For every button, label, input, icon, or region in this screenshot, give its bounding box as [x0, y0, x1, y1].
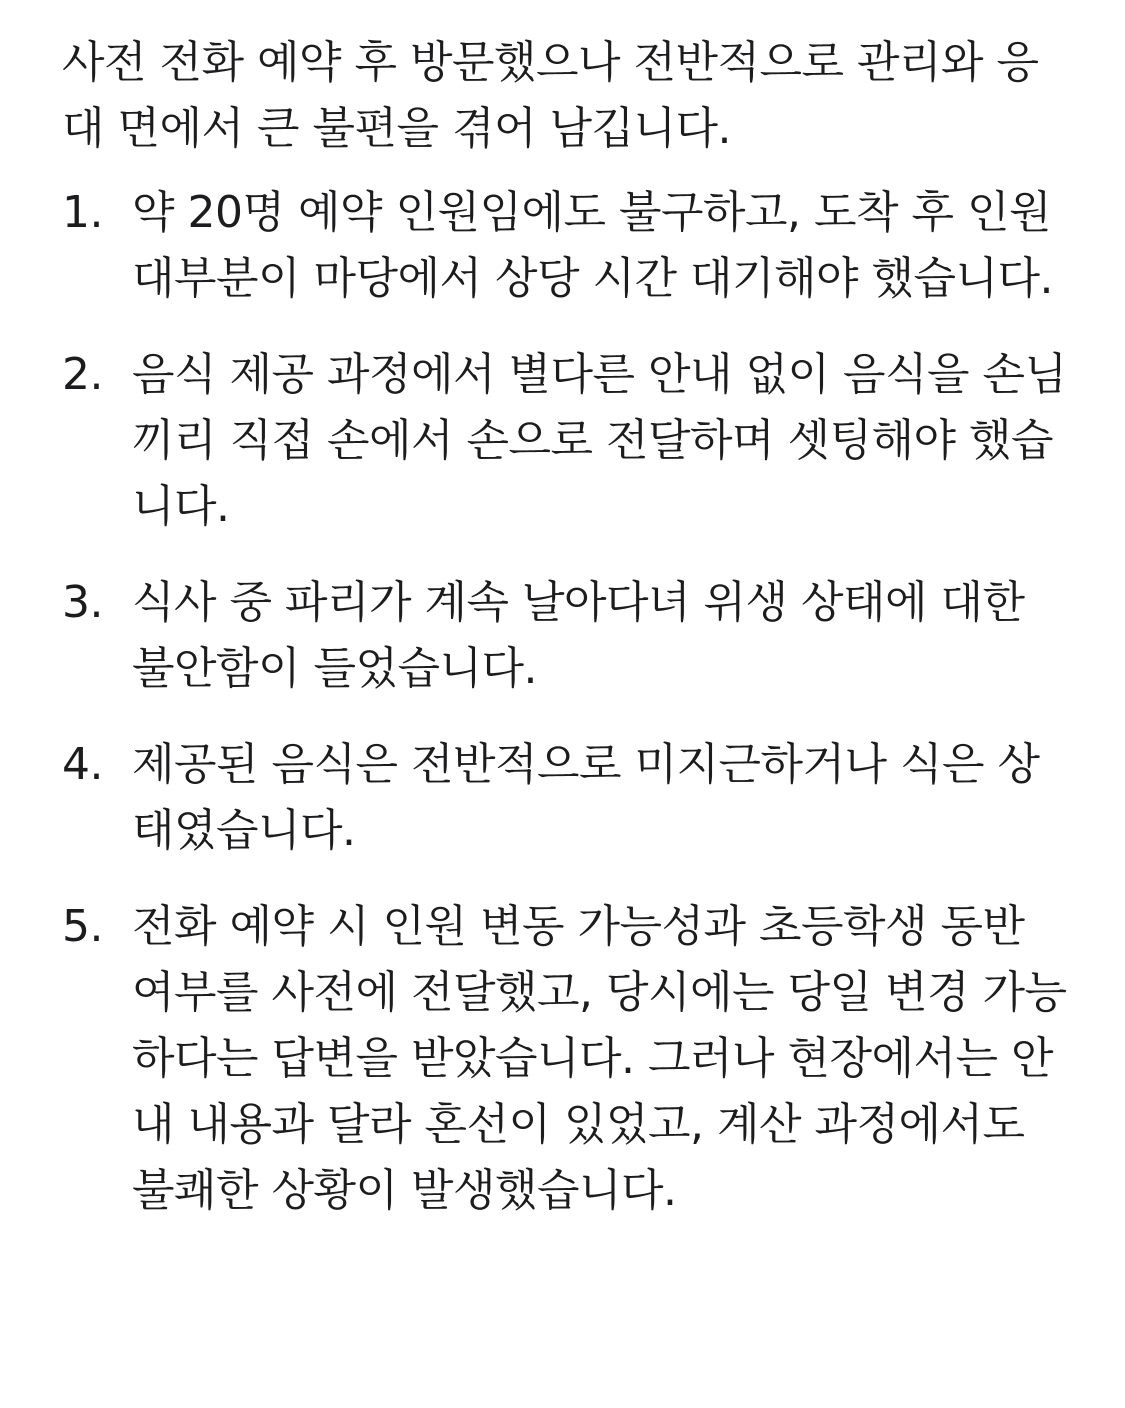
list-item	[62, 894, 1072, 1224]
list-item-text: 식사 중 파리가 계속 날아다녀 위생 상태에 대한 불안함이 들었습니다.	[132, 577, 1025, 694]
list-item	[62, 180, 1072, 312]
list-item-number: 2.	[62, 349, 103, 400]
review-intro: 사전 전화 예약 후 방문했으나 전반적으로 관리와 응대 면에서 큰 불편을 겪어 남깁니다.	[62, 37, 1039, 154]
list-item-number: 4.	[62, 739, 103, 790]
list-item-number: 5.	[62, 901, 103, 952]
list-item-text: 전화 예약 시 인원 변동 가능성과 초등학생 동반 여부를 사전에 전달했고, 당시에는 당일 변경 가능하다는 답변을 받았습니다. 그러나 현장에서는 안내 내용과 달라 혼선이 있었고, 계산 과정에서도 불쾌한 상황이 발생했습니다.	[132, 901, 1067, 1216]
list-item-text: 제공된 음식은 전반적으로 미지근하거나 식은 상태였습니다.	[132, 739, 1040, 856]
list-item-text: 약 20명 예약 인원임에도 불구하고, 도착 후 인원 대부분이 마당에서 상당 시간 대기해야 했습니다.	[132, 187, 1053, 304]
list-item	[62, 570, 1072, 702]
list-item	[62, 732, 1072, 864]
list-item-text: 음식 제공 과정에서 별다른 안내 없이 음식을 손님끼리 직접 손에서 손으로 전달하며 셋팅해야 했습니다.	[132, 349, 1067, 532]
review-body	[62, 30, 1072, 1254]
list-item-number: 1.	[62, 187, 103, 238]
list-item-number: 3.	[62, 577, 103, 628]
list-item	[62, 342, 1072, 540]
